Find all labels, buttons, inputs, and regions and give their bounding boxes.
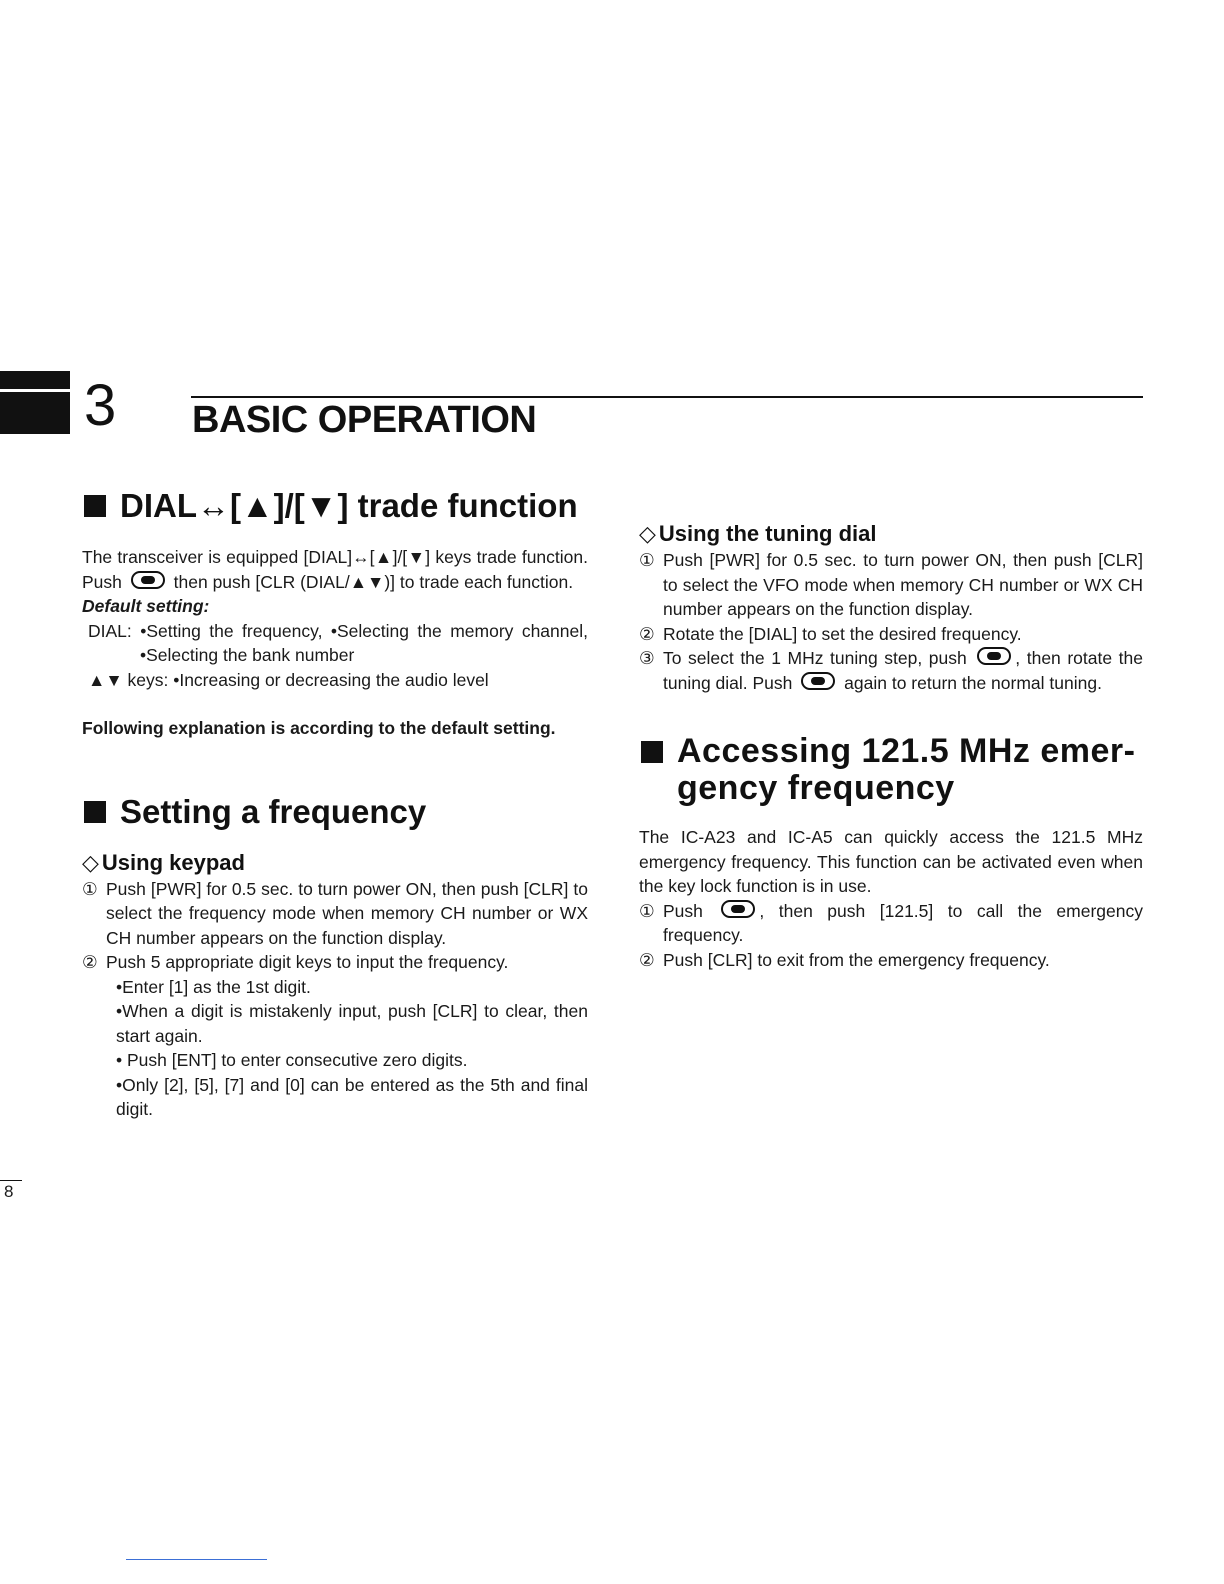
emergency-intro: The IC-A23 and IC-A5 can quickly access the 121.5 MHz emergency frequency. This function can be activated even when the key lock function is in use. [639,827,1143,896]
func-key-icon [801,672,835,690]
section-heading-emergency: Accessing 121.5 MHz emer- gency frequency [639,733,1143,807]
subheading-using-keypad: ◇ Using keypad [82,849,245,875]
bottom-underline [126,1559,267,1560]
dial-trade-intro: The transceiver is equipped [DIAL]↔[▲]/[▼] keys trade function. Push then push [CLR (DIAL/▲▼)] to trade each function. [82,547,588,592]
diamond-icon: ◇ [82,849,99,875]
square-bullet-icon [641,741,663,763]
keypad-bullet-1: •Enter [1] as the 1st digit. [116,976,311,997]
emergency-step-1: ① Push , then push [121.5] to call the emergency frequency. [639,900,1143,945]
chapter-number: 3 [84,373,117,438]
square-bullet-icon [84,801,106,823]
func-key-icon [131,571,165,589]
left-column [82,487,588,1122]
diamond-icon: ◇ [639,521,656,546]
dial-default-line: DIAL: •Setting the frequency, •Selecting the memory channel, •Selecting the bank number [88,620,588,665]
default-setting-note: Following explanation is according to the default setting. [82,718,556,738]
dial-step-3: ③ To select the 1 MHz tuning step, push , then rotate the tuning dial. Push again to return the normal tuning. [639,648,1143,693]
keys-default-line: ▲▼ keys: •Increasing or decreasing the audio level [88,669,489,690]
section-heading-dial-trade: DIAL↔[▲]/[▼] trade function [82,487,588,525]
section-heading-setting-frequency: Setting a frequency [82,793,588,831]
dial-step-2: ② Rotate the [DIAL] to set the desired frequency. [639,623,1022,644]
keypad-bullet-2: •When a digit is mistakenly input, push [CLR] to clear, then start again. [116,1001,588,1046]
chapter-title: BASIC OPERATION [192,399,537,441]
dial-step-1: ① Push [PWR] for 0.5 sec. to turn power ON, then push [CLR] to select the VFO mode when memory CH number or WX CH number appears on the function display. [639,550,1143,619]
square-bullet-icon [84,495,106,517]
chapter-tab-divider [0,389,70,392]
keypad-step-1: ① Push [PWR] for 0.5 sec. to turn power ON, then push [CLR] to select the frequency mode when memory CH number or WX CH number appears on the function display. [82,878,588,948]
default-setting-label: Default setting: [82,596,210,616]
keypad-bullet-3: • Push [ENT] to enter consecutive zero digits. [116,1050,468,1070]
func-key-icon [721,900,755,918]
page-number: 8 [0,1180,22,1203]
keypad-bullet-4: •Only [2], [5], [7] and [0] can be entered as the 5th and final digit. [116,1074,588,1119]
chapter-tab-marker [0,371,70,434]
subheading-using-tuning-dial: ◇ Using the tuning dial [639,521,877,546]
keypad-step-2: ② Push 5 appropriate digit keys to input the frequency. [82,952,509,972]
func-key-icon [977,647,1011,665]
right-column [639,520,1143,972]
emergency-step-2: ② Push [CLR] to exit from the emergency frequency. [639,949,1050,970]
